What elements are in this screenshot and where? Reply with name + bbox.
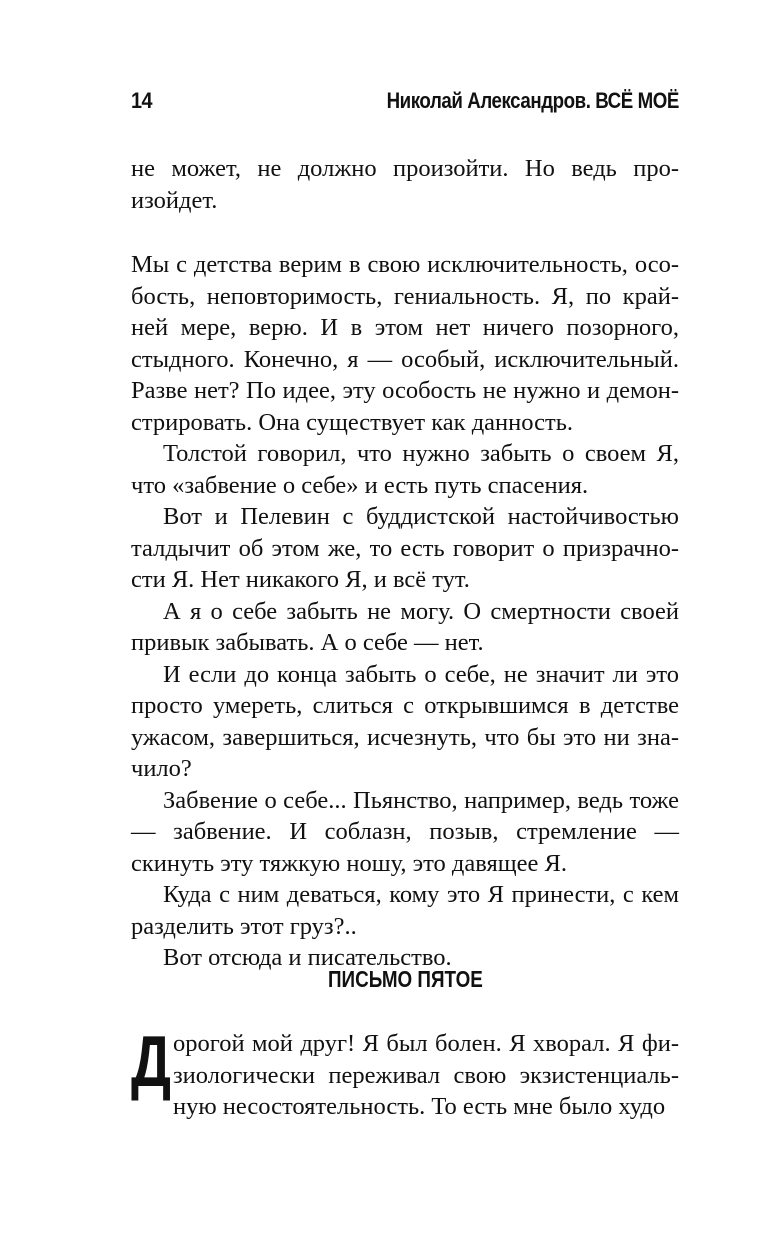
drop-cap: Д [131,1022,172,1102]
text-block-main [131,249,679,974]
paragraph: Вот отсюда и писательство. [163,944,452,971]
chapter-title: ПИСЬМО ПЯТОЕ [327,966,483,992]
paragraph: И если до конца забыть о себе, не значит ли это просто умереть, слиться с открывшимся в детстве ужасом, завершиться, исчезнуть, что бы это ни значило? [131,660,679,782]
paragraph: не может, не должно произойти. Но ведь произойдет. [131,155,679,214]
page-number: 14 [131,88,153,113]
paragraph: Забвение о себе... Пьянство, например, ведь тоже — забвение. И соблазн, позыв, стремление — скинуть эту тяжкую ношу, это давящее Я. [131,786,679,877]
chapter-heading [131,966,679,993]
paragraph: Вот и Пелевин с буддистской настойчивостью талдычит об этом же, то есть говорит о призрачности Я. Нет никакого Я, и всё тут. [131,503,679,593]
running-title: Николай Александров. ВСЁ МОЁ [386,88,679,113]
running-header [131,88,679,122]
paragraph: Куда с ним деваться, кому это Я принести, с кем разделить этот груз?.. [131,881,679,940]
text-block-continued [131,153,679,216]
paragraph: орогой мой друг! Я был болен. Я хворал. Я физиологически переживал свою экзистенциальную несостоятельность. То есть мне было худо [173,1030,679,1120]
text-block-chapter-start [131,1022,679,1123]
paragraph: Мы с детства верим в свою исключительность, особость, неповторимость, гениальность. Я, по крайней мере, верю. И в этом нет ничего позорного, стыдного. Конечно, я — особый, исключительный. Разве нет? По идее, эту особость не нужно и демонстрировать. Она существует как данность. [131,251,679,436]
paragraph: Толстой говорил, что нужно забыть о своем Я, что «забвение о себе» и есть путь спасения. [131,440,679,499]
paragraph: А я о себе забыть не могу. О смертности своей привык забывать. А о себе — нет. [131,597,679,656]
